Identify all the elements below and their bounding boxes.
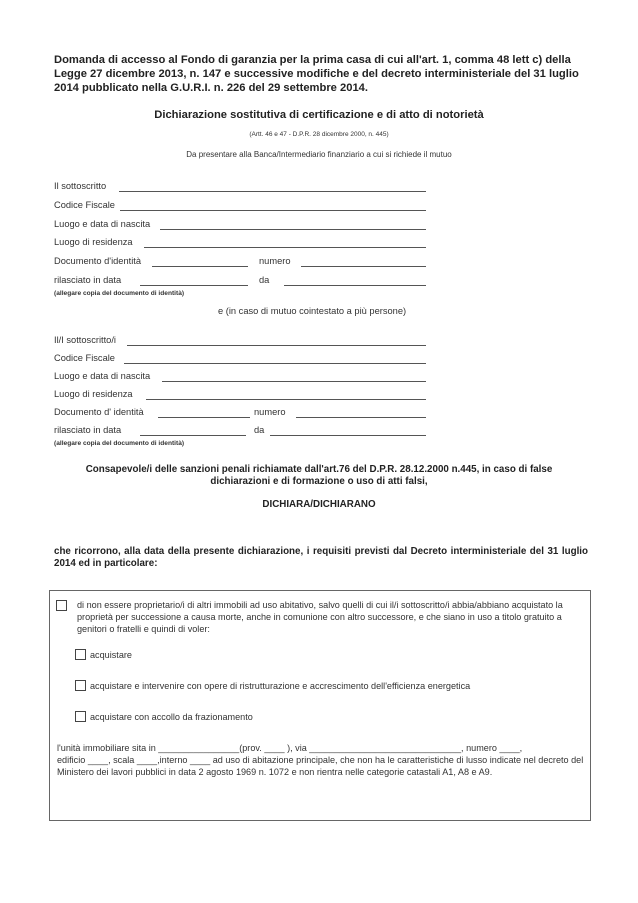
input-line-sottoscritto[interactable] — [119, 182, 426, 192]
input-line-documento[interactable] — [152, 257, 248, 267]
field-row-documento-2 — [54, 407, 426, 420]
field-label: numero — [254, 407, 286, 417]
field-label: Luogo e data di nascita — [54, 371, 151, 381]
presentation-note: Da presentare alla Banca/Intermediario finanziario a cui si richiede il mutuo — [186, 150, 452, 159]
input-line-rilasciato[interactable] — [140, 276, 248, 286]
input-line-luogo-nascita-2[interactable] — [162, 372, 426, 382]
property-address-line: l'unità immobiliare sita in ________________(prov. ____ ), via ______________________________, numero ____, — [57, 743, 523, 753]
field-label: Luogo di residenza — [54, 389, 133, 399]
field-row-rilasciato — [54, 275, 426, 288]
field-row-rilasciato-2 — [54, 425, 426, 438]
field-row-documento — [54, 256, 426, 269]
field-label: rilasciato in data — [54, 425, 122, 435]
field-label: Documento d'identità — [54, 256, 142, 266]
document-heading: Domanda di accesso al Fondo di garanzia per la prima casa di cui all'art. 1, comma 48 lett c) della Legge 27 dicembre 2013, n. 147 e successive modifiche e del decreto interministeriale del 31 luglio 2014 pubblicato nella G.U.R.I. n. 226 del 29 settembre 2014. — [54, 54, 579, 94]
input-line-luogo-residenza-2[interactable] — [146, 390, 426, 400]
input-line-rilasciato-2[interactable] — [140, 426, 246, 436]
option-accollo-label: acquistare con accollo da frazionamento — [90, 712, 253, 722]
field-label: Codice Fiscale — [54, 353, 115, 363]
field-label: numero — [259, 256, 291, 266]
field-row-codice-fiscale — [54, 200, 426, 213]
input-line-sottoscritto-2[interactable] — [127, 336, 426, 346]
field-row-codice-fiscale-2 — [54, 353, 426, 366]
field-label: Il sottoscritto — [54, 181, 107, 191]
field-row-luogo-residenza-2 — [54, 389, 426, 402]
field-row-luogo-residenza — [54, 237, 426, 250]
option-acquistare-label: acquistare — [90, 650, 132, 660]
field-row-luogo-nascita — [54, 219, 426, 232]
checkbox-accollo[interactable] — [75, 711, 86, 722]
input-line-da[interactable] — [284, 276, 426, 286]
requirements-statement: che ricorrono, alla data della presente dichiarazione, i requisiti previsti dal Decreto interministeriale del 31 luglio 2014 ed in particolare: — [54, 546, 588, 569]
field-label: da — [254, 425, 265, 435]
checkbox-acquistare[interactable] — [75, 649, 86, 660]
document-subtitle: Dichiarazione sostitutiva di certificazione e di atto di notorietà — [154, 109, 484, 121]
checkbox-ristrutturazione[interactable] — [75, 680, 86, 691]
field-label: Luogo di residenza — [54, 237, 133, 247]
field-label: Luogo e data di nascita — [54, 219, 151, 229]
field-label: da — [259, 275, 270, 285]
input-line-luogo-residenza[interactable] — [144, 238, 426, 248]
document-copy-note: (allegare copia del documento di identità) — [54, 290, 185, 297]
property-details-text: edificio ____, scala ____,interno ____ ad uso di abitazione principale, che non ha le caratteristiche di lusso indicate nel decreto del Ministero dei lavori pubblici in data 2 agosto 1969 n. 1072 e non rientra nelle categorie catastali A1, A8 e A9. — [57, 755, 584, 777]
field-label: Il/I sottoscritto/i — [54, 335, 116, 345]
field-label: Documento d' identità — [54, 407, 144, 417]
input-line-numero[interactable] — [301, 257, 426, 267]
no-other-property-text: di non essere proprietario/i di altri immobili ad uso abitativo, salvo quelli di cui il/i sottoscritto/i abbia/abbiano acquistato la proprietà per successione a causa morte, anche in comunione con altro successore, e che siano in uso a titolo gratuito a genitori o fratelli e quindi di voler: — [77, 600, 563, 634]
field-label: Codice Fiscale — [54, 200, 115, 210]
declaration-box — [49, 590, 591, 821]
input-line-luogo-nascita[interactable] — [160, 220, 426, 230]
penalties-statement — [0, 464, 638, 488]
input-line-da-2[interactable] — [270, 426, 426, 436]
field-row-sottoscritto-2 — [54, 335, 426, 348]
penalties-line-2: dichiarazioni e di formazione o uso di atti falsi, — [210, 476, 428, 487]
input-line-codice-fiscale[interactable] — [120, 201, 426, 211]
penalties-line-1: Consapevole/i delle sanzioni penali richiamate dall'art.76 del D.P.R. 28.12.2000 n.445, in caso di false — [85, 464, 553, 475]
checkbox-no-other-property[interactable] — [56, 600, 67, 611]
input-line-codice-fiscale-2[interactable] — [124, 354, 426, 364]
legal-reference: (Artt. 46 e 47 - D.P.R. 28 dicembre 2000, n. 445) — [249, 131, 389, 138]
input-line-documento-2[interactable] — [158, 408, 250, 418]
field-row-luogo-nascita-2 — [54, 371, 426, 384]
co-applicant-note: e (in caso di mutuo cointestato a più persone) — [218, 306, 407, 316]
field-row-sottoscritto — [54, 181, 426, 194]
option-ristrutturazione-label: acquistare e intervenire con opere di ristrutturazione e accrescimento dell'efficienza energetica — [90, 681, 471, 691]
field-label: rilasciato in data — [54, 275, 122, 285]
input-line-numero-2[interactable] — [296, 408, 426, 418]
declare-heading: DICHIARA/DICHIARANO — [262, 499, 376, 510]
document-copy-note-2: (allegare copia del documento di identità) — [54, 440, 185, 447]
